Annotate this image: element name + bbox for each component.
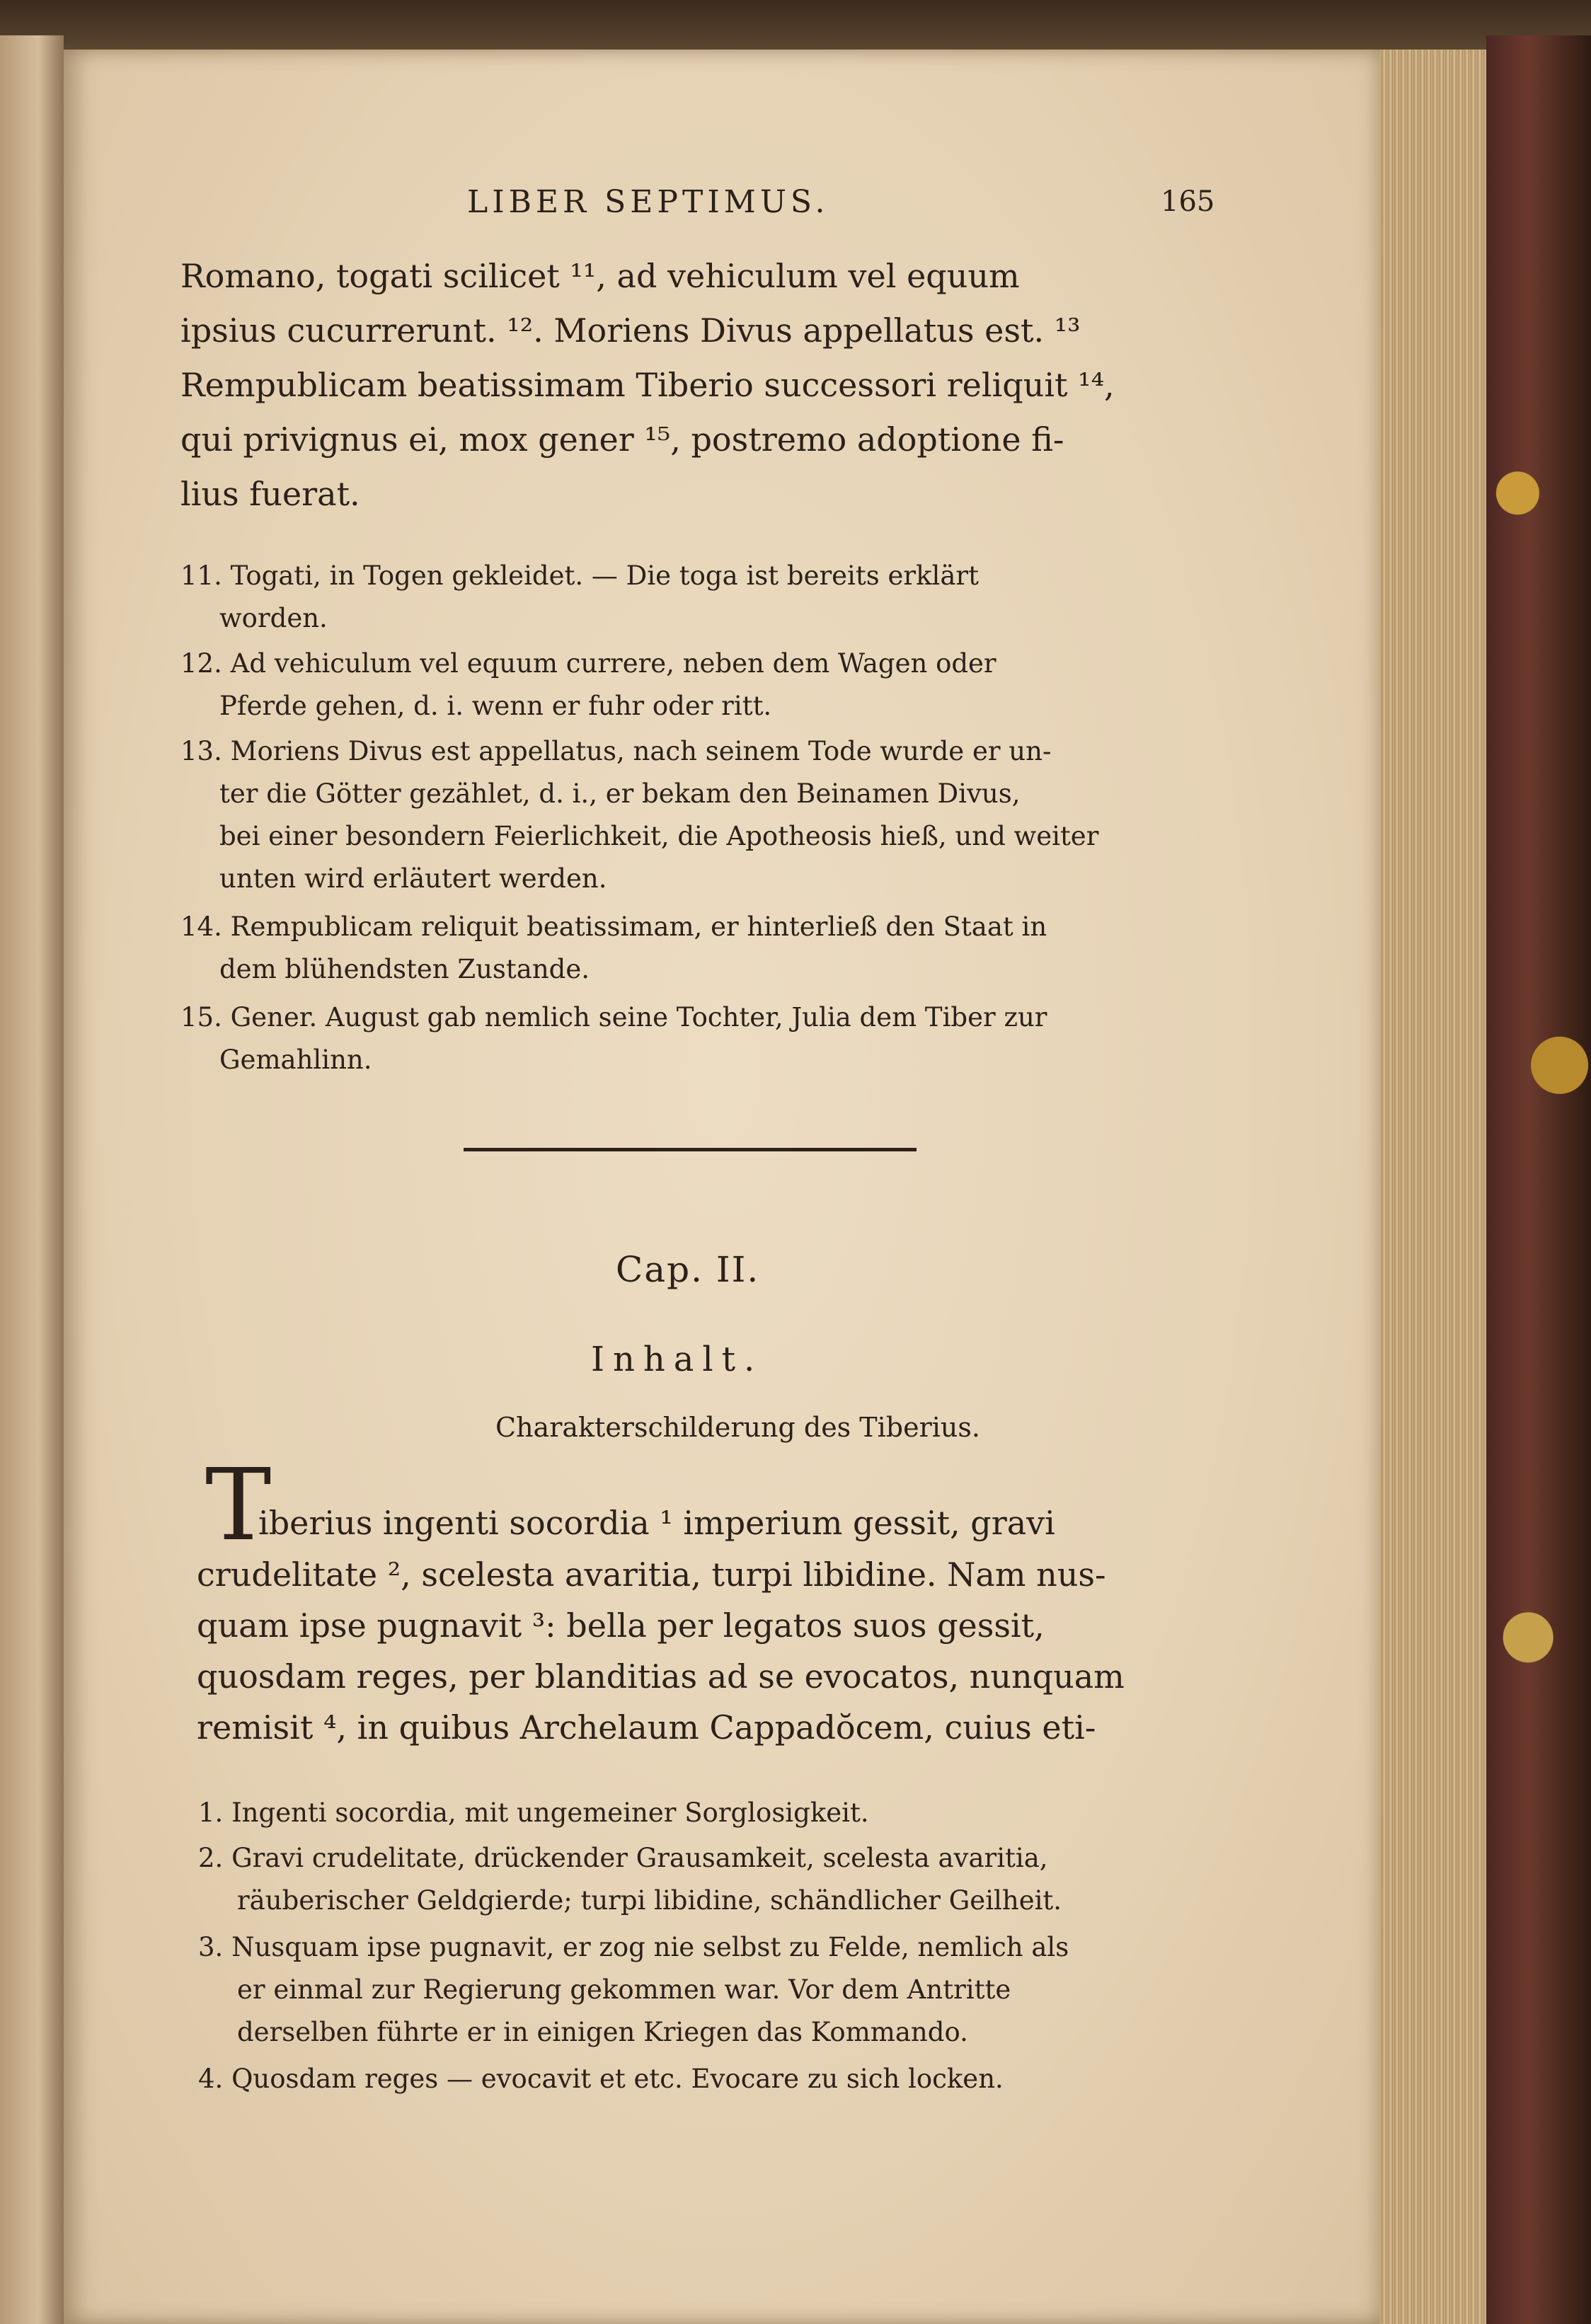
footnote-line: räuberischer Geldgierde; turpi libidine, schändlicher Geilheit. [237,1885,1062,1916]
inhalt-heading: Inhalt. [591,1340,764,1379]
footnote-line: derselben führte er in einigen Kriegen das Kommando. [237,2017,968,2047]
chapter-heading: Cap. II. [616,1249,760,1290]
chapter-subtitle: Charakterschilderung des Tiberius. [495,1412,980,1443]
footnote-line: unten wird erläutert werden. [219,863,607,894]
running-title: LIBER SEPTIMUS. [467,184,829,220]
footnote-line: 15. Gener. August gab nemlich seine Tochter, Julia dem Tiber zur [180,1002,1047,1032]
main-text-line: qui privignus ei, mox gener ¹⁵, postremo adoptione fi- [180,420,1064,459]
main-text-line: quam ipse pugnavit ³: bella per legatos suos gessit, [197,1606,1045,1645]
footnote-line: dem blühendsten Zustande. [219,954,590,984]
footnote-line: 3. Nusquam ipse pugnavit, er zog nie selbst zu Felde, nemlich als [198,1932,1069,1962]
main-text-line: Romano, togati scilicet ¹¹, ad vehiculum vel equum [180,257,1020,295]
footnote-line: bei einer besondern Feierlichkeit, die Apotheosis hieß, und weiter [219,821,1099,851]
main-text-line: iberius ingenti socordia ¹ imperium gessit, gravi [258,1504,1055,1542]
main-text-line: Rempublicam beatissimam Tiberio successori reliquit ¹⁴, [180,366,1115,404]
footnote-line: 14. Rempublicam reliquit beatissimam, er hinterließ den Staat in [180,911,1047,942]
main-text-line: quosdam reges, per blanditias ad se evocatos, nunquam [197,1657,1125,1696]
main-text-line: remisit ⁴, in quibus Archelaum Cappadŏcem, cuius eti- [197,1708,1096,1747]
main-text-line: ipsius cucurrerunt. ¹². Moriens Divus appellatus est. ¹³ [180,311,1081,350]
footnote-line: 1. Ingenti socordia, mit ungemeiner Sorglosigkeit. [198,1797,869,1828]
footnote-line: Gemahlinn. [219,1045,372,1075]
footnote-line: ter die Götter gezählet, d. i., er bekam den Beinamen Divus, [219,778,1021,809]
section-divider [464,1148,917,1151]
drop-cap: T [205,1448,272,1563]
footnote-line: 12. Ad vehiculum vel equum currere, neben dem Wagen oder [180,648,996,679]
main-text-line: lius fuerat. [180,475,360,513]
footnote-line: 2. Gravi crudelitate, drückender Grausamkeit, scelesta avaritia, [198,1843,1048,1873]
footnote-line: er einmal zur Regierung gekommen war. Vor dem Antritte [237,1974,1011,2005]
main-text-line: crudelitate ², scelesta avaritia, turpi libidine. Nam nus- [197,1555,1106,1594]
footnote-line: Pferde gehen, d. i. wenn er fuhr oder ritt. [219,691,772,721]
footnote-line: 11. Togati, in Togen gekleidet. — Die toga ist bereits erklärt [180,560,979,591]
footnote-line: 13. Moriens Divus est appellatus, nach seinem Tode wurde er un- [180,736,1052,766]
footnote-line: worden. [219,603,328,633]
page-number: 165 [1161,185,1215,218]
footnote-line: 4. Quosdam reges — evocavit et etc. Evocare zu sich locken. [198,2064,1004,2094]
